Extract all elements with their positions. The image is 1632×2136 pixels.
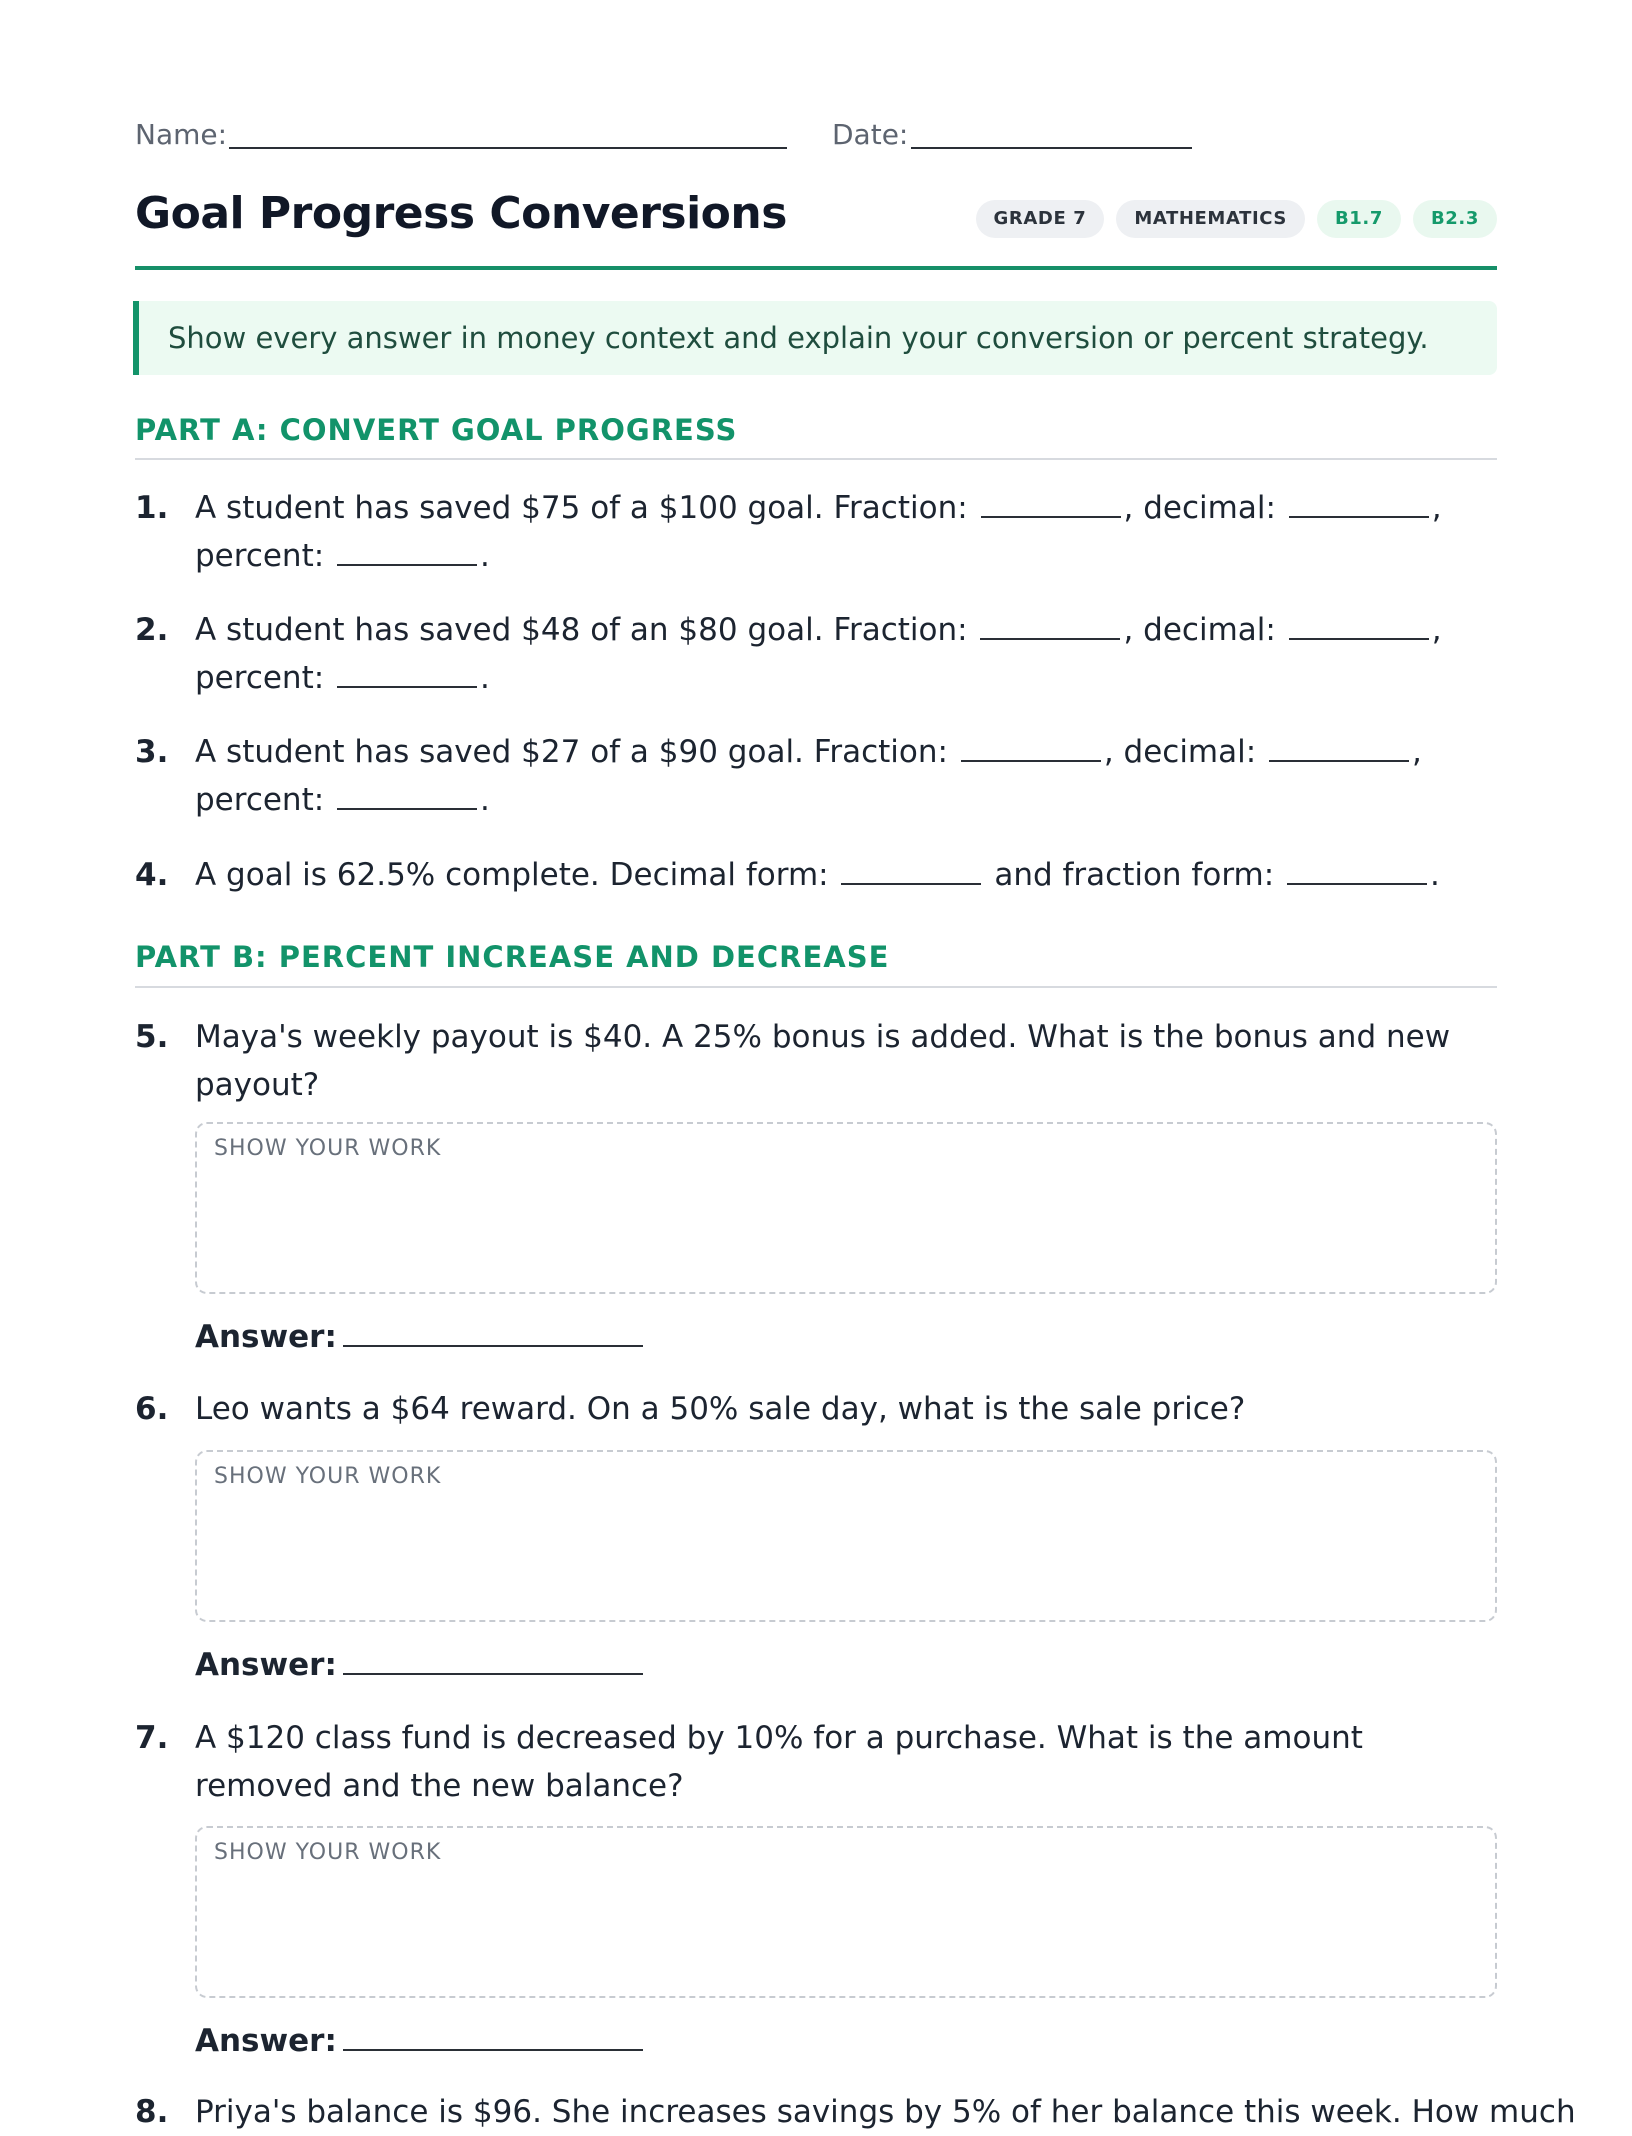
answer-6 (195, 1643, 643, 1683)
question-text: Priya's balance is $96. She increases savings by 5% of her balance this week. How much (195, 2094, 1576, 2130)
standard-tag-b2-3: B2.3 (1413, 200, 1497, 238)
part-b-heading: PART B: PERCENT INCREASE AND DECREASE (135, 940, 890, 974)
question-text: , decimal: (1123, 612, 1276, 648)
answer-field[interactable] (343, 1643, 643, 1675)
work-area-label: SHOW YOUR WORK (214, 1464, 442, 1489)
work-area-5[interactable] (195, 1122, 1497, 1294)
question-text: and fraction form: (984, 857, 1275, 893)
question-text: A goal is 62.5% complete. Decimal form: (195, 857, 829, 893)
question-6 (135, 1385, 1497, 1433)
part-a-divider (135, 458, 1497, 460)
question-text: A student has saved $27 of a $90 goal. Fraction: (195, 734, 948, 770)
subject-tag: MATHEMATICS (1116, 200, 1305, 238)
part-b-divider (135, 986, 1497, 988)
decimal-blank[interactable] (841, 851, 981, 885)
question-5 (135, 1013, 1497, 1109)
decimal-blank[interactable] (1289, 606, 1429, 640)
name-field[interactable] (229, 147, 787, 149)
question-number: 5. (135, 1019, 169, 1055)
question-number: 7. (135, 1720, 169, 1756)
question-text: , decimal: (1123, 490, 1276, 526)
work-area-7[interactable] (195, 1826, 1497, 1998)
percent-blank[interactable] (337, 654, 477, 688)
work-area-label: SHOW YOUR WORK (214, 1136, 442, 1161)
question-text: , percent: (195, 490, 1442, 574)
question-text: . (480, 538, 490, 574)
fraction-blank[interactable] (961, 728, 1101, 762)
question-text: , percent: (195, 734, 1422, 818)
question-number: 2. (135, 612, 169, 648)
date-label: Date: (832, 118, 909, 151)
answer-label: Answer: (195, 1647, 337, 1683)
question-text: , percent: (195, 612, 1442, 696)
answer-5 (195, 1315, 643, 1355)
decimal-blank[interactable] (1289, 484, 1429, 518)
answer-field[interactable] (343, 2019, 643, 2051)
question-text: , decimal: (1103, 734, 1257, 770)
answer-label: Answer: (195, 2023, 337, 2059)
question-text: Maya's weekly payout is $40. A 25% bonus is added. What is the bonus and new payout? (195, 1019, 1451, 1103)
question-number: 6. (135, 1391, 169, 1427)
fraction-blank[interactable] (1287, 851, 1427, 885)
question-2 (135, 606, 1497, 702)
question-number: 3. (135, 734, 169, 770)
work-area-label: SHOW YOUR WORK (214, 1840, 442, 1865)
question-7 (135, 1714, 1497, 1810)
question-4 (135, 851, 1497, 899)
question-text: A $120 class fund is decreased by 10% for a purchase. What is the amount removed and the new balance? (195, 1720, 1363, 1804)
question-3 (135, 728, 1497, 824)
date-field[interactable] (911, 147, 1192, 149)
name-label: Name: (135, 118, 228, 151)
standard-tag-b1-7: B1.7 (1317, 200, 1401, 238)
question-1 (135, 484, 1497, 580)
work-area-6[interactable] (195, 1450, 1497, 1622)
question-text: A student has saved $75 of a $100 goal. Fraction: (195, 490, 968, 526)
question-text: . (480, 782, 490, 818)
answer-field[interactable] (343, 1315, 643, 1347)
question-text: A student has saved $48 of an $80 goal. Fraction: (195, 612, 968, 648)
percent-blank[interactable] (337, 776, 477, 810)
tag-list (976, 200, 1497, 238)
answer-7 (195, 2019, 643, 2059)
part-a-heading: PART A: CONVERT GOAL PROGRESS (135, 413, 738, 447)
question-number: 4. (135, 857, 169, 893)
question-8 (135, 2088, 1576, 2136)
question-number: 8. (135, 2094, 169, 2130)
answer-label: Answer: (195, 1319, 337, 1355)
title-divider (135, 266, 1497, 270)
page-title: Goal Progress Conversions (135, 188, 787, 239)
question-text: . (480, 660, 490, 696)
question-text: . (1430, 857, 1440, 893)
grade-tag: GRADE 7 (976, 200, 1105, 238)
fraction-blank[interactable] (981, 484, 1121, 518)
instructions-callout: Show every answer in money context and explain your conversion or percent strategy. (133, 301, 1497, 375)
percent-blank[interactable] (337, 532, 477, 566)
fraction-blank[interactable] (980, 606, 1120, 640)
decimal-blank[interactable] (1269, 728, 1409, 762)
question-number: 1. (135, 490, 169, 526)
question-text: Leo wants a $64 reward. On a 50% sale day, what is the sale price? (195, 1391, 1246, 1427)
